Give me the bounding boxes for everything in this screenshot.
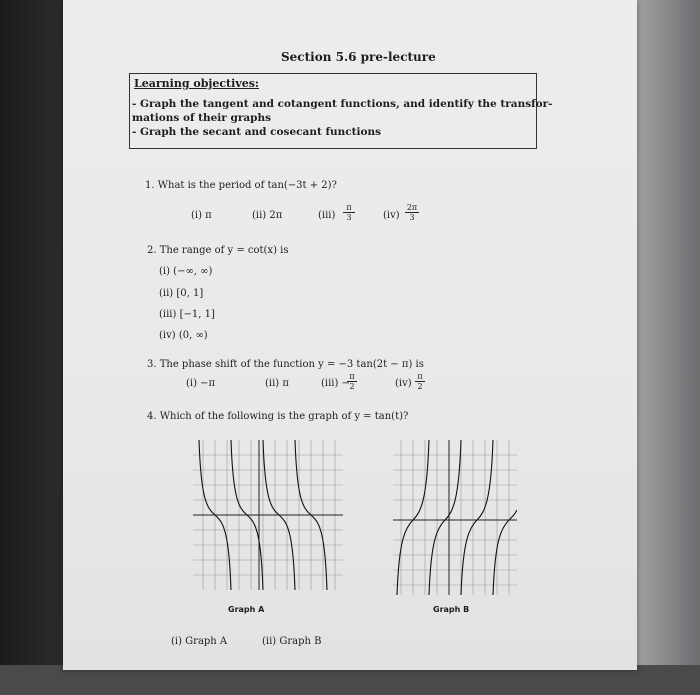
q2-option-iv: (iv) (0, ∞) (159, 330, 208, 341)
graph-a-label: Graph A (228, 605, 265, 614)
q3-option-iii: (iii) − (321, 378, 350, 389)
q1-option-ii: (ii) 2π (252, 210, 283, 221)
q4-option-ii: (ii) Graph B (262, 636, 322, 647)
question-1: 1. What is the period of tan(−3t + 2)? (145, 180, 337, 191)
question-4: 4. Which of the following is the graph of y = tan(t)? (147, 411, 409, 422)
q3-frac3: π 2 (347, 372, 357, 391)
worksheet-page (63, 0, 637, 670)
graph-b-label: Graph B (433, 605, 470, 614)
q1-frac3: π 3 (343, 203, 355, 222)
q2-option-iii: (iii) [−1, 1] (159, 309, 215, 320)
objective-line-1: - Graph the tangent and cotangent functions, and identify the transfor- (132, 98, 553, 110)
question-2: 2. The range of y = cot(x) is (147, 245, 289, 256)
page-title: Section 5.6 pre-lecture (281, 50, 436, 64)
q4-option-i: (i) Graph A (171, 636, 228, 647)
q1-option-iii: (iii) (318, 210, 336, 221)
objective-line-3: - Graph the secant and cosecant functions (132, 126, 382, 138)
graph-a (193, 440, 343, 590)
q2-option-ii: (ii) [0, 1] (159, 288, 204, 299)
q3-frac4: π 2 (415, 372, 425, 391)
q1-option-iv: (iv) (383, 210, 400, 221)
objective-line-2: mations of their graphs (132, 112, 272, 124)
q1-option-i: (i) π (191, 210, 212, 221)
graph-b-curves (397, 440, 517, 595)
q3-option-i: (i) −π (186, 378, 216, 389)
question-3: 3. The phase shift of the function y = −3 tan(2t − π) is (147, 359, 424, 370)
graph-b-grid (393, 440, 517, 595)
objectives-heading: Learning objectives: (134, 77, 259, 90)
graph-b (393, 440, 517, 595)
q1-frac4: 2π 3 (406, 203, 418, 222)
q3-option-iv: (iv) (395, 378, 412, 389)
objectives-box (129, 73, 553, 149)
q2-option-i: (i) (−∞, ∞) (159, 266, 213, 277)
q3-option-ii: (ii) π (265, 378, 289, 389)
